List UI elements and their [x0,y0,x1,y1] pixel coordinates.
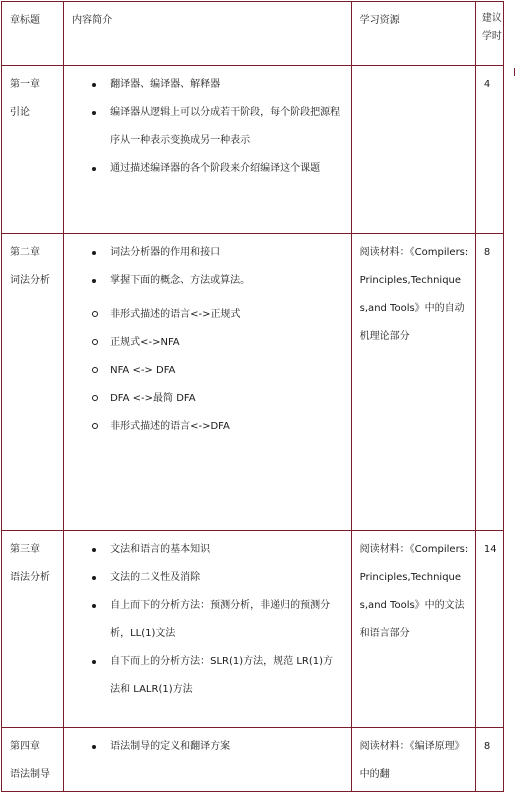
chapter-hours: 8 [483,741,491,752]
chapter-name: 引论 [10,107,30,118]
list-item: 文法的二义性及消除 [92,564,343,592]
chapter-hours: 14 [483,544,497,555]
list-item: 词法分析器的作用和接口 [92,239,343,267]
chapter-name: 语法制导 [10,769,50,780]
chapter-title-cell [2,234,64,531]
chapter-number: 第三章 [10,544,40,555]
chapter-content-cell [64,66,352,234]
chapter-resources [352,66,475,71]
chapter-name: 语法分析 [10,572,50,583]
list-item: 翻译器、编译器、解释器 [92,71,343,99]
header-content: 内容简介 [72,15,113,26]
header-hours: 建议学时 [481,13,502,42]
sub-list-item: 正规式<->NFA [92,329,351,357]
chapter-content-cell [64,728,352,792]
chapter-number: 第二章 [10,247,40,258]
chapter-title-cell [2,728,64,792]
header-resources-cell [351,2,475,66]
list-item: 自下而上的分析方法：SLR(1)方法，规范 LR(1)方法和 LALR(1)方法 [92,648,343,704]
table-row [2,66,504,234]
header-title: 章标题 [10,15,40,26]
chapter-title-cell [2,66,64,234]
list-item: 文法和语言的基本知识 [92,536,343,564]
list-item: 编译器从逻辑上可以分成若干阶段，每个阶段把源程序从一种表示变换成另一种表示 [92,99,343,155]
content-list [64,66,351,183]
chapter-hours-cell [475,66,503,234]
header-resources: 学习资源 [359,15,400,26]
chapter-hours: 8 [483,247,491,258]
chapter-resources: 阅读材料：《Compilers:Principles,Techniques,and Tools》中的自动机理论部分 [359,247,469,342]
chapter-resources-cell [351,234,475,531]
page-edge-mark [514,68,515,76]
chapter-hours-cell [475,234,503,531]
table-row [2,531,504,728]
table-header-row [2,2,504,66]
list-item: 自上而下的分析方法：预测分析，非递归的预测分析，LL(1)文法 [92,592,343,648]
content-list [64,234,351,295]
sub-list-item: DFA <->最简 DFA [92,385,351,413]
header-hours-cell [475,2,503,66]
chapter-name: 词法分析 [10,275,50,286]
chapter-content-cell [64,234,352,531]
list-item: 掌握下面的概念、方法或算法。 [92,267,343,295]
chapter-resources: 阅读材料：《编译原理》中的翻 [359,741,465,780]
chapter-resources-cell [351,66,475,234]
header-content-cell [64,2,352,66]
chapter-number: 第一章 [10,79,40,90]
table-row [2,234,504,531]
header-title-cell [2,2,64,66]
chapter-resources-cell [351,728,475,792]
chapter-resources: 阅读材料：《Compilers:Principles,Techniques,and Tools》中的文法和语言部分 [359,544,469,639]
chapter-hours-cell [475,531,503,728]
chapter-hours-cell [475,728,503,792]
list-item: 通过描述编译器的各个阶段来介绍编译这个课题 [92,155,343,183]
content-list [64,531,351,704]
table-row [2,728,504,792]
chapter-content-cell [64,531,352,728]
chapter-hours: 4 [483,79,491,90]
syllabus-table [1,1,504,792]
chapter-resources-cell [351,531,475,728]
sub-list-item: NFA <-> DFA [92,357,351,385]
sub-list-item: 非形式描述的语言<->正规式 [92,301,351,329]
sub-list [64,301,351,441]
list-item: 语法制导的定义和翻译方案 [92,733,343,761]
chapter-title-cell [2,531,64,728]
sub-list-item: 非形式描述的语言<->DFA [92,413,351,441]
content-list [64,728,351,761]
chapter-number: 第四章 [10,741,40,752]
